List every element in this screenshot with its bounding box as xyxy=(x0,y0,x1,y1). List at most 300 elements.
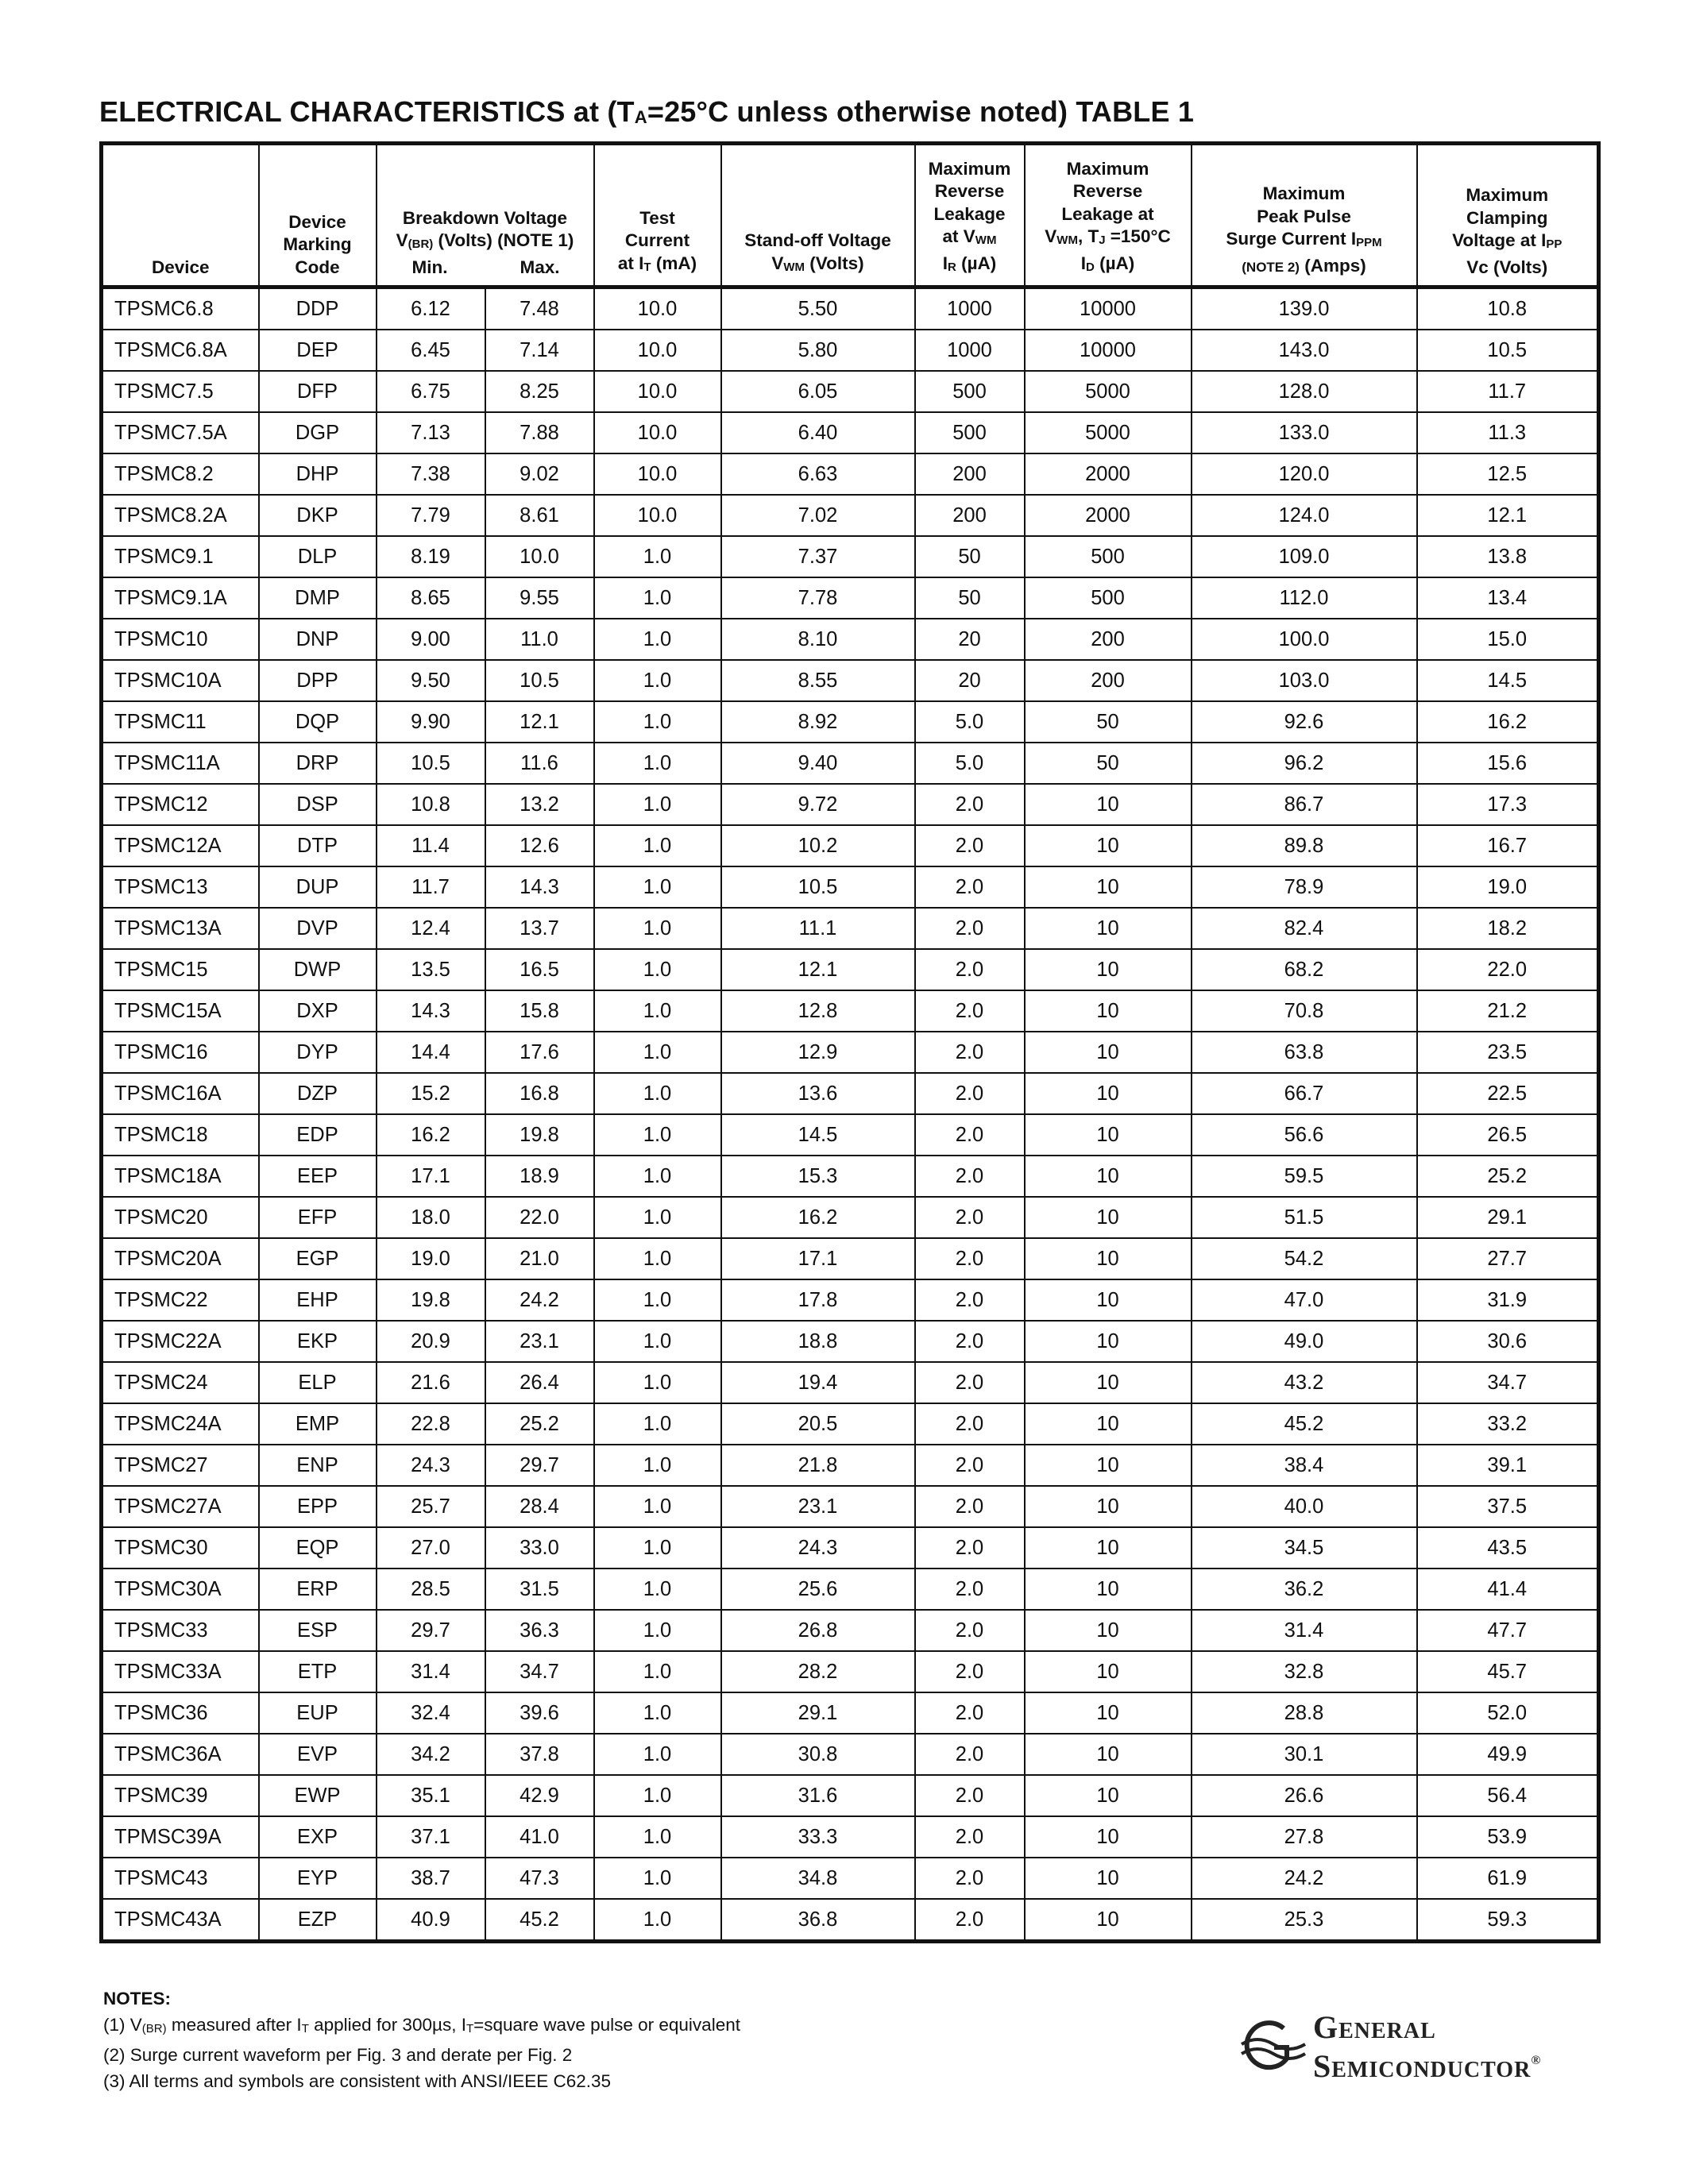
table-cell: 52.0 xyxy=(1417,1692,1599,1734)
table-row xyxy=(102,577,1599,619)
header-min: Min. xyxy=(411,257,448,277)
table-row xyxy=(102,1073,1599,1114)
table-cell: 2.0 xyxy=(915,1197,1025,1238)
table-cell: 28.8 xyxy=(1192,1692,1417,1734)
table-cell: 10.5 xyxy=(485,660,594,701)
table-row xyxy=(102,1858,1599,1899)
table-cell: 8.19 xyxy=(377,536,485,577)
table-cell: 10.0 xyxy=(594,453,721,495)
table-cell: DTP xyxy=(259,825,377,866)
table-cell: 9.40 xyxy=(721,743,915,784)
table-cell: 27.8 xyxy=(1192,1816,1417,1858)
table-cell: DHP xyxy=(259,453,377,495)
table-cell: TPSMC33A xyxy=(102,1651,259,1692)
table-cell: 10 xyxy=(1025,1362,1192,1403)
table-cell: 47.7 xyxy=(1417,1610,1599,1651)
table-cell: 1.0 xyxy=(594,701,721,743)
table-cell: 15.2 xyxy=(377,1073,485,1114)
table-cell: 20 xyxy=(915,660,1025,701)
table-cell: 2.0 xyxy=(915,990,1025,1032)
table-cell: 30.1 xyxy=(1192,1734,1417,1775)
table-cell: TPSMC18 xyxy=(102,1114,259,1156)
table-cell: DSP xyxy=(259,784,377,825)
table-cell: 70.8 xyxy=(1192,990,1417,1032)
table-cell: 1.0 xyxy=(594,1899,721,1942)
table-cell: 86.7 xyxy=(1192,784,1417,825)
table-cell: 10 xyxy=(1025,1858,1192,1899)
table-cell: 1.0 xyxy=(594,1692,721,1734)
table-cell: 33.2 xyxy=(1417,1403,1599,1445)
table-cell: 1.0 xyxy=(594,949,721,990)
table-cell: 10 xyxy=(1025,949,1192,990)
table-cell: 2.0 xyxy=(915,1156,1025,1197)
table-cell: TPSMC27 xyxy=(102,1445,259,1486)
table-cell: DFP xyxy=(259,371,377,412)
table-cell: 7.48 xyxy=(485,287,594,330)
table-cell: 39.6 xyxy=(485,1692,594,1734)
table-cell: 21.0 xyxy=(485,1238,594,1279)
table-cell: 124.0 xyxy=(1192,495,1417,536)
table-cell: 10.0 xyxy=(594,412,721,453)
table-cell: TPSMC16 xyxy=(102,1032,259,1073)
table-cell: 23.1 xyxy=(721,1486,915,1527)
table-cell: 128.0 xyxy=(1192,371,1417,412)
table-body xyxy=(102,287,1599,1942)
table-cell: 10 xyxy=(1025,908,1192,949)
table-cell: 6.45 xyxy=(377,330,485,371)
table-cell: 1.0 xyxy=(594,908,721,949)
table-cell: EGP xyxy=(259,1238,377,1279)
table-cell: 92.6 xyxy=(1192,701,1417,743)
table-cell: TPSMC12A xyxy=(102,825,259,866)
table-cell: 21.6 xyxy=(377,1362,485,1403)
table-cell: DDP xyxy=(259,287,377,330)
table-cell: 22.0 xyxy=(485,1197,594,1238)
table-cell: 68.2 xyxy=(1192,949,1417,990)
table-cell: 31.4 xyxy=(377,1651,485,1692)
table-cell: 10 xyxy=(1025,1899,1192,1942)
table-cell: 37.8 xyxy=(485,1734,594,1775)
table-cell: 18.8 xyxy=(721,1321,915,1362)
table-cell: 19.0 xyxy=(377,1238,485,1279)
table-cell: 7.78 xyxy=(721,577,915,619)
table-row xyxy=(102,412,1599,453)
table-cell: 32.4 xyxy=(377,1692,485,1734)
table-cell: TPSMC18A xyxy=(102,1156,259,1197)
table-cell: 10 xyxy=(1025,1279,1192,1321)
table-cell: 7.79 xyxy=(377,495,485,536)
table-header-row xyxy=(102,144,1599,287)
logo-line-1: General xyxy=(1313,2009,1436,2045)
table-cell: TPSMC43A xyxy=(102,1899,259,1942)
table-cell: 19.8 xyxy=(377,1279,485,1321)
table-cell: 14.5 xyxy=(1417,660,1599,701)
table-row xyxy=(102,949,1599,990)
table-cell: 15.8 xyxy=(485,990,594,1032)
table-row xyxy=(102,1899,1599,1942)
table-cell: 18.0 xyxy=(377,1197,485,1238)
table-cell: TPSMC7.5 xyxy=(102,371,259,412)
table-cell: 18.2 xyxy=(1417,908,1599,949)
table-cell: 1.0 xyxy=(594,784,721,825)
table-cell: 17.1 xyxy=(377,1156,485,1197)
table-cell: 31.5 xyxy=(485,1569,594,1610)
table-cell: EVP xyxy=(259,1734,377,1775)
notes-section xyxy=(103,1985,740,2094)
table-cell: DQP xyxy=(259,701,377,743)
table-cell: 9.02 xyxy=(485,453,594,495)
table-cell: DRP xyxy=(259,743,377,784)
table-cell: EQP xyxy=(259,1527,377,1569)
table-cell: 14.4 xyxy=(377,1032,485,1073)
table-cell: 50 xyxy=(915,577,1025,619)
table-cell: 12.4 xyxy=(377,908,485,949)
table-cell: 10 xyxy=(1025,1197,1192,1238)
table-cell: 10.8 xyxy=(377,784,485,825)
table-cell: 10 xyxy=(1025,1610,1192,1651)
table-cell: 39.1 xyxy=(1417,1445,1599,1486)
table-cell: 7.37 xyxy=(721,536,915,577)
table-cell: 22.0 xyxy=(1417,949,1599,990)
table-cell: 42.9 xyxy=(485,1775,594,1816)
table-cell: 8.92 xyxy=(721,701,915,743)
header-standoff-voltage: Stand-off Voltage $V_{WM}$ (Volts) xyxy=(721,144,915,287)
table-cell: 37.5 xyxy=(1417,1486,1599,1527)
table-cell: 2.0 xyxy=(915,1899,1025,1942)
table-cell: EDP xyxy=(259,1114,377,1156)
table-cell: 7.38 xyxy=(377,453,485,495)
table-cell: 34.2 xyxy=(377,1734,485,1775)
table-row xyxy=(102,1527,1599,1569)
table-cell: TPSMC13 xyxy=(102,866,259,908)
table-cell: 8.61 xyxy=(485,495,594,536)
table-cell: 1.0 xyxy=(594,1321,721,1362)
table-cell: 200 xyxy=(1025,619,1192,660)
table-row xyxy=(102,1569,1599,1610)
table-cell: 143.0 xyxy=(1192,330,1417,371)
table-row xyxy=(102,866,1599,908)
table-cell: 16.7 xyxy=(1417,825,1599,866)
table-cell: 15.0 xyxy=(1417,619,1599,660)
table-cell: 2.0 xyxy=(915,825,1025,866)
table-row xyxy=(102,619,1599,660)
table-cell: 2.0 xyxy=(915,1362,1025,1403)
table-cell: 25.2 xyxy=(1417,1156,1599,1197)
table-cell: 12.1 xyxy=(721,949,915,990)
table-cell: TPSMC30A xyxy=(102,1569,259,1610)
table-cell: 1.0 xyxy=(594,1362,721,1403)
table-cell: DNP xyxy=(259,619,377,660)
table-cell: 18.9 xyxy=(485,1156,594,1197)
table-cell: 10.8 xyxy=(1417,287,1599,330)
table-row xyxy=(102,1279,1599,1321)
table-cell: TPMSC39A xyxy=(102,1816,259,1858)
table-cell: 16.2 xyxy=(721,1197,915,1238)
table-cell: 45.2 xyxy=(1192,1403,1417,1445)
table-cell: TPSMC8.2A xyxy=(102,495,259,536)
table-cell: 1.0 xyxy=(594,1032,721,1073)
table-cell: 50 xyxy=(1025,701,1192,743)
gs-logo-icon xyxy=(1238,2012,1309,2084)
notes-heading: NOTES: xyxy=(103,1989,172,2008)
table-cell: TPSMC43 xyxy=(102,1858,259,1899)
table-cell: TPSMC11A xyxy=(102,743,259,784)
table-row xyxy=(102,1032,1599,1073)
table-cell: DGP xyxy=(259,412,377,453)
note-1: (1) $V_{(BR)}$ measured after $I_T$ applied for 300µs, $I_T=square$ wave pulse or equivalent xyxy=(103,2015,740,2035)
table-cell: TPSMC11 xyxy=(102,701,259,743)
table-row xyxy=(102,1651,1599,1692)
header-peak-pulse-current: Maximum Peak Pulse Surge Current $I_{PPM}$ (NOTE 2) (Amps) xyxy=(1192,144,1417,287)
table-cell: 10 xyxy=(1025,1651,1192,1692)
table-row xyxy=(102,453,1599,495)
table-cell: 43.2 xyxy=(1192,1362,1417,1403)
table-cell: 12.9 xyxy=(721,1032,915,1073)
table-cell: 24.3 xyxy=(377,1445,485,1486)
table-row xyxy=(102,1610,1599,1651)
table-cell: 19.4 xyxy=(721,1362,915,1403)
table-cell: 34.8 xyxy=(721,1858,915,1899)
table-cell: 1.0 xyxy=(594,990,721,1032)
table-cell: 1.0 xyxy=(594,1816,721,1858)
note-2: (2) Surge current waveform per Fig. 3 and derate per Fig. 2 xyxy=(103,2045,573,2065)
table-cell: 6.63 xyxy=(721,453,915,495)
table-cell: 34.7 xyxy=(1417,1362,1599,1403)
table-cell: 2000 xyxy=(1025,495,1192,536)
table-cell: 22.8 xyxy=(377,1403,485,1445)
table-cell: 11.3 xyxy=(1417,412,1599,453)
table-cell: 12.6 xyxy=(485,825,594,866)
table-cell: 26.6 xyxy=(1192,1775,1417,1816)
table-cell: 9.55 xyxy=(485,577,594,619)
table-cell: 6.75 xyxy=(377,371,485,412)
table-cell: 17.1 xyxy=(721,1238,915,1279)
table-cell: 40.9 xyxy=(377,1899,485,1942)
table-row xyxy=(102,743,1599,784)
table-cell: EZP xyxy=(259,1899,377,1942)
table-cell: 10 xyxy=(1025,1114,1192,1156)
table-cell: 82.4 xyxy=(1192,908,1417,949)
table-cell: 29.1 xyxy=(1417,1197,1599,1238)
table-cell: 1.0 xyxy=(594,1858,721,1899)
table-cell: 78.9 xyxy=(1192,866,1417,908)
table-cell: 9.72 xyxy=(721,784,915,825)
company-logo xyxy=(1238,2011,1595,2082)
table-cell: 12.8 xyxy=(721,990,915,1032)
table-cell: 37.1 xyxy=(377,1816,485,1858)
table-cell: 200 xyxy=(1025,660,1192,701)
header-test-current: Test Current at $I_T$ (mA) xyxy=(594,144,721,287)
table-cell: 17.6 xyxy=(485,1032,594,1073)
table-cell: 2.0 xyxy=(915,1403,1025,1445)
table-cell: ETP xyxy=(259,1651,377,1692)
table-cell: 10.5 xyxy=(377,743,485,784)
header-marking-code: Device Marking Code xyxy=(259,144,377,287)
table-cell: 47.0 xyxy=(1192,1279,1417,1321)
table-cell: 500 xyxy=(1025,536,1192,577)
table-cell: TPSMC8.2 xyxy=(102,453,259,495)
table-cell: TPSMC22 xyxy=(102,1279,259,1321)
table-cell: 2.0 xyxy=(915,1734,1025,1775)
table-cell: 15.3 xyxy=(721,1156,915,1197)
table-cell: 16.2 xyxy=(1417,701,1599,743)
table-cell: 40.0 xyxy=(1192,1486,1417,1527)
table-row xyxy=(102,1362,1599,1403)
table-cell: 89.8 xyxy=(1192,825,1417,866)
table-row xyxy=(102,495,1599,536)
table-row xyxy=(102,784,1599,825)
table-cell: 10 xyxy=(1025,825,1192,866)
electrical-characteristics-table xyxy=(99,141,1601,1943)
table-cell: 33.0 xyxy=(485,1527,594,1569)
table-cell: 31.6 xyxy=(721,1775,915,1816)
table-cell: 500 xyxy=(1025,577,1192,619)
table-cell: 5.0 xyxy=(915,701,1025,743)
table-cell: DKP xyxy=(259,495,377,536)
table-cell: 500 xyxy=(915,371,1025,412)
table-cell: 2.0 xyxy=(915,1321,1025,1362)
table-cell: 28.5 xyxy=(377,1569,485,1610)
table-cell: DXP xyxy=(259,990,377,1032)
table-cell: 10 xyxy=(1025,1734,1192,1775)
table-cell: EPP xyxy=(259,1486,377,1527)
table-cell: 120.0 xyxy=(1192,453,1417,495)
table-cell: 10000 xyxy=(1025,330,1192,371)
table-cell: DPP xyxy=(259,660,377,701)
table-row xyxy=(102,371,1599,412)
table-cell: 25.3 xyxy=(1192,1899,1417,1942)
table-cell: 45.7 xyxy=(1417,1651,1599,1692)
table-cell: 50 xyxy=(1025,743,1192,784)
table-cell: DWP xyxy=(259,949,377,990)
table-cell: 59.3 xyxy=(1417,1899,1599,1942)
table-cell: 38.7 xyxy=(377,1858,485,1899)
table-cell: 24.2 xyxy=(1192,1858,1417,1899)
table-cell: 63.8 xyxy=(1192,1032,1417,1073)
table-cell: 25.2 xyxy=(485,1403,594,1445)
table-cell: 13.7 xyxy=(485,908,594,949)
table-cell: 2.0 xyxy=(915,1651,1025,1692)
table-cell: 13.4 xyxy=(1417,577,1599,619)
table-cell: EXP xyxy=(259,1816,377,1858)
table-row xyxy=(102,330,1599,371)
table-cell: 1.0 xyxy=(594,1073,721,1114)
table-cell: 11.6 xyxy=(485,743,594,784)
table-cell: 10 xyxy=(1025,1238,1192,1279)
table-cell: 2.0 xyxy=(915,1692,1025,1734)
table-cell: 36.8 xyxy=(721,1899,915,1942)
table-cell: 20 xyxy=(915,619,1025,660)
table-cell: 9.00 xyxy=(377,619,485,660)
table-cell: 1.0 xyxy=(594,1527,721,1569)
table-cell: TPSMC6.8A xyxy=(102,330,259,371)
table-cell: 28.4 xyxy=(485,1486,594,1527)
table-cell: 36.2 xyxy=(1192,1569,1417,1610)
table-row xyxy=(102,990,1599,1032)
table-cell: 1000 xyxy=(915,287,1025,330)
table-cell: ESP xyxy=(259,1610,377,1651)
registered-mark: ® xyxy=(1531,2054,1542,2067)
header-reverse-leakage: Maximum Reverse Leakage at $V_{WM}$ $I_R$ (µA) xyxy=(915,144,1025,287)
table-cell: 1.0 xyxy=(594,1486,721,1527)
table-cell: 1.0 xyxy=(594,1775,721,1816)
table-cell: 1.0 xyxy=(594,1238,721,1279)
table-cell: 109.0 xyxy=(1192,536,1417,577)
table-cell: 13.5 xyxy=(377,949,485,990)
table-cell: 26.4 xyxy=(485,1362,594,1403)
table-cell: 9.90 xyxy=(377,701,485,743)
table-cell: DVP xyxy=(259,908,377,949)
table-cell: TPSMC15 xyxy=(102,949,259,990)
table-cell: 25.7 xyxy=(377,1486,485,1527)
table-cell: 25.6 xyxy=(721,1569,915,1610)
table-cell: 10000 xyxy=(1025,287,1192,330)
table-cell: TPSMC39 xyxy=(102,1775,259,1816)
table-cell: EEP xyxy=(259,1156,377,1197)
table-cell: 10 xyxy=(1025,1156,1192,1197)
table-cell: 1.0 xyxy=(594,536,721,577)
table-cell: 53.9 xyxy=(1417,1816,1599,1858)
table-cell: 16.2 xyxy=(377,1114,485,1156)
table-cell: 10 xyxy=(1025,1321,1192,1362)
table-cell: 1.0 xyxy=(594,1651,721,1692)
table-cell: 10 xyxy=(1025,990,1192,1032)
table-row xyxy=(102,1238,1599,1279)
table-cell: 2.0 xyxy=(915,1445,1025,1486)
table-cell: 36.3 xyxy=(485,1610,594,1651)
table-cell: 15.6 xyxy=(1417,743,1599,784)
table-cell: 5.80 xyxy=(721,330,915,371)
table-cell: 10 xyxy=(1025,1032,1192,1073)
table-cell: 11.7 xyxy=(377,866,485,908)
table-row xyxy=(102,1692,1599,1734)
table-cell: 13.8 xyxy=(1417,536,1599,577)
table-cell: 1.0 xyxy=(594,1734,721,1775)
table-cell: 49.9 xyxy=(1417,1734,1599,1775)
table-cell: TPSMC9.1 xyxy=(102,536,259,577)
table-cell: 27.7 xyxy=(1417,1238,1599,1279)
table-cell: TPSMC12 xyxy=(102,784,259,825)
table-cell: 19.8 xyxy=(485,1114,594,1156)
table-cell: 11.4 xyxy=(377,825,485,866)
table-cell: 1.0 xyxy=(594,1197,721,1238)
table-cell: 10 xyxy=(1025,1403,1192,1445)
table-cell: 10.0 xyxy=(594,287,721,330)
note-3: (3) All terms and symbols are consistent with ANSI/IEEE C62.35 xyxy=(103,2071,612,2091)
table-cell: ENP xyxy=(259,1445,377,1486)
table-row xyxy=(102,1156,1599,1197)
table-cell: EUP xyxy=(259,1692,377,1734)
table-cell: 8.55 xyxy=(721,660,915,701)
table-cell: EFP xyxy=(259,1197,377,1238)
table-cell: 19.0 xyxy=(1417,866,1599,908)
table-cell: 31.9 xyxy=(1417,1279,1599,1321)
table-cell: 23.1 xyxy=(485,1321,594,1362)
table-cell: DMP xyxy=(259,577,377,619)
table-cell: 31.4 xyxy=(1192,1610,1417,1651)
table-cell: TPSMC15A xyxy=(102,990,259,1032)
table-cell: 50 xyxy=(915,536,1025,577)
table-cell: 1.0 xyxy=(594,1403,721,1445)
table-cell: 2.0 xyxy=(915,1816,1025,1858)
table-cell: 13.6 xyxy=(721,1073,915,1114)
logo-line-2: Semiconductor xyxy=(1313,2048,1532,2084)
table-cell: 29.1 xyxy=(721,1692,915,1734)
table-cell: 10 xyxy=(1025,1569,1192,1610)
table-cell: 10 xyxy=(1025,866,1192,908)
table-cell: 133.0 xyxy=(1192,412,1417,453)
table-cell: 45.2 xyxy=(485,1899,594,1942)
